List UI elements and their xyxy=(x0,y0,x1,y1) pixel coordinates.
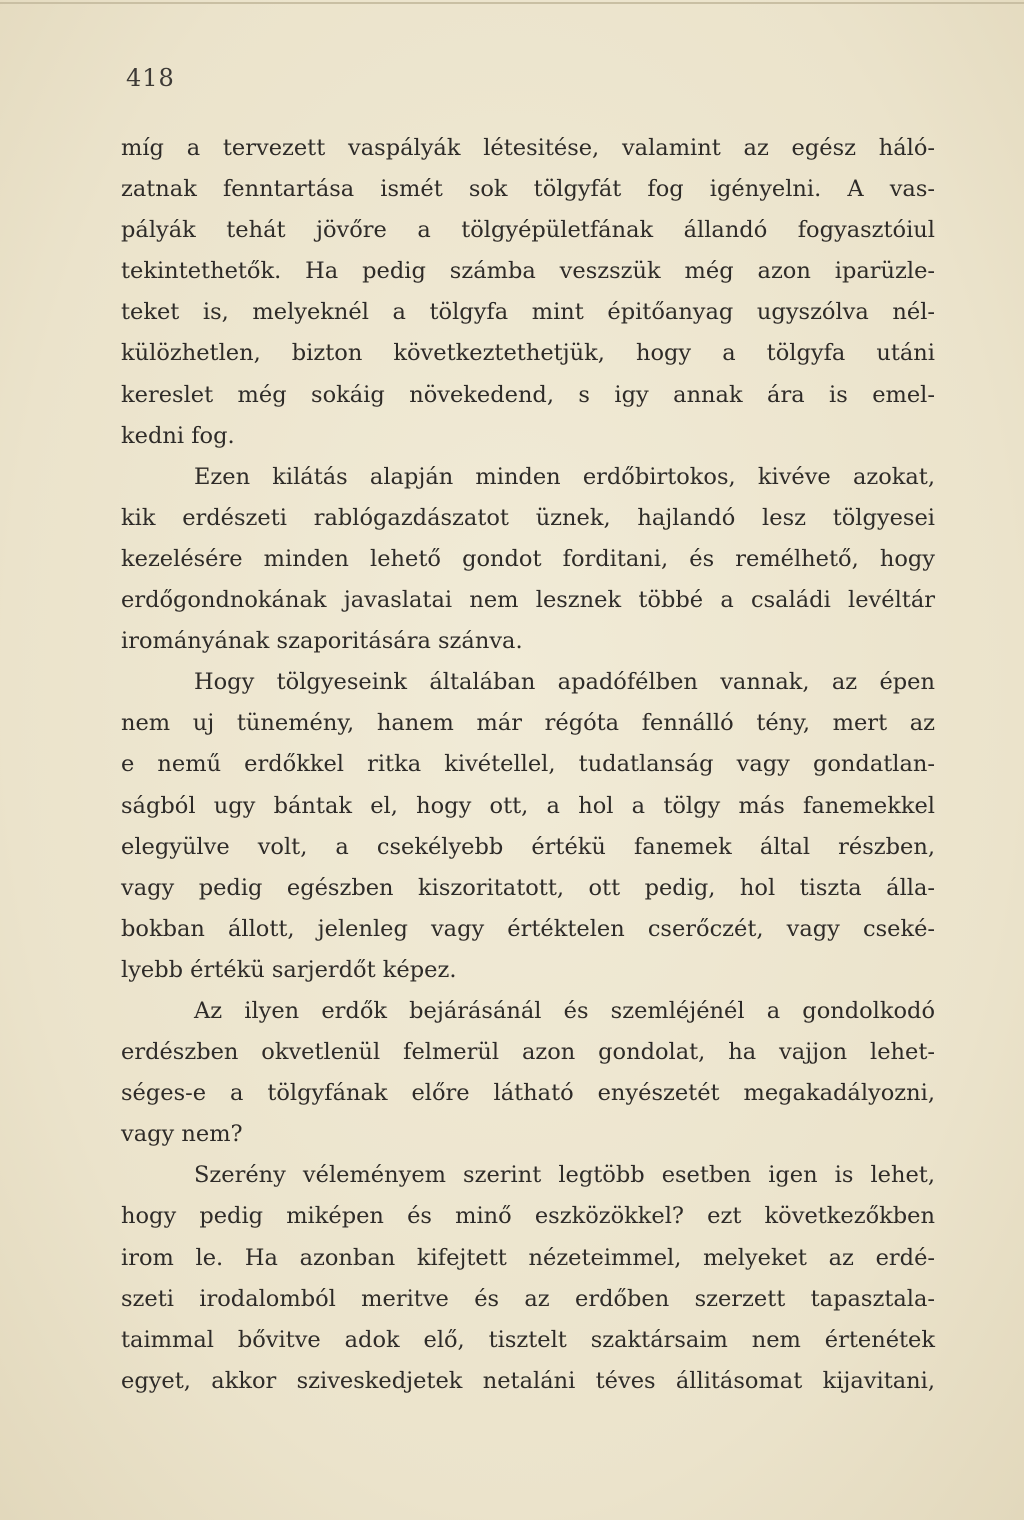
text-line: séges-e a tölgyfának előre látható enyészetét megakadályozni, xyxy=(121,1080,935,1107)
text-line: elegyülve volt, a csekélyebb értékü fanemek által részben, xyxy=(121,833,935,860)
text-line: kedni fog. xyxy=(121,422,235,449)
text-line: e nemű erdőkkel ritka kivétellel, tudatlanság vagy gondatlan- xyxy=(121,751,935,778)
text-line: irom le. Ha azonban kifejtett nézeteimmel, melyeket az erdé- xyxy=(121,1244,935,1271)
text-line: pályák tehát jövőre a tölgyépületfának állandó fogyasztóiul xyxy=(121,217,935,244)
text-line: tekintethetők. Ha pedig számba veszszük még azon iparüzle- xyxy=(121,258,935,285)
paragraph-5 xyxy=(121,1155,935,1402)
text-line: vagy pedig egészben kiszoritatott, ott pedig, hol tiszta álla- xyxy=(121,874,935,901)
text-line: vagy nem? xyxy=(121,1121,243,1148)
text-line: Az ilyen erdők bejárásánál és szemléjénél a gondolkodó xyxy=(194,997,935,1024)
text-line: külözhetlen, bizton következtethetjük, hogy a tölgyfa utáni xyxy=(121,340,935,367)
text-line: teket is, melyeknél a tölgyfa mint épitőanyag ugyszólva nél- xyxy=(121,299,935,326)
text-line: egyet, akkor sziveskedjetek netaláni téves állitásomat kijavitani, xyxy=(121,1367,935,1394)
top-edge-rule xyxy=(0,2,1024,4)
text-line: lyebb értékü sarjerdőt képez. xyxy=(121,956,457,983)
paragraph-1 xyxy=(121,128,935,457)
paragraph-4 xyxy=(121,991,935,1155)
body-text xyxy=(121,128,935,1402)
text-line: Hogy tölgyeseink általában apadófélben vannak, az épen xyxy=(194,669,935,696)
text-line: erdészben okvetlenül felmerül azon gondolat, ha vajjon lehet- xyxy=(121,1039,935,1066)
text-line: szeti irodalomból meritve és az erdőben szerzett tapasztala- xyxy=(121,1285,935,1312)
text-line: irományának szaporitására szánva. xyxy=(121,628,523,655)
text-line: míg a tervezett vaspályák létesitése, valamint az egész háló- xyxy=(121,135,935,161)
text-line: Szerény véleményem szerint legtöbb esetben igen is lehet, xyxy=(194,1162,935,1189)
text-line: erdőgondnokának javaslatai nem lesznek többé a családi levéltár xyxy=(121,587,935,614)
text-line: taimmal bővitve adok elő, tisztelt szaktársaim nem értenétek xyxy=(121,1326,935,1353)
paragraph-2 xyxy=(121,457,935,662)
text-line: kezelésére minden lehető gondot forditani, és remélhető, hogy xyxy=(121,545,935,572)
text-line: Ezen kilátás alapján minden erdőbirtokos, kivéve azokat, xyxy=(194,463,935,490)
paragraph-3 xyxy=(121,662,935,991)
text-line: zatnak fenntartása ismét sok tölgyfát fog igényelni. A vas- xyxy=(121,176,935,203)
text-line: kik erdészeti rablógazdászatot üznek, hajlandó lesz tölgyesei xyxy=(121,504,935,531)
text-line: hogy pedig miképen és minő eszközökkel? ezt következőkben xyxy=(121,1203,935,1230)
text-line: kereslet még sokáig növekedend, s igy annak ára is emel- xyxy=(121,381,935,408)
text-line: nem uj tünemény, hanem már régóta fennálló tény, mert az xyxy=(121,710,935,737)
page-number: 418 xyxy=(126,64,175,92)
text-line: bokban állott, jelenleg vagy értéktelen cserőczét, vagy cseké- xyxy=(121,915,935,942)
text-line: ságból ugy bántak el, hogy ott, a hol a tölgy más fanemekkel xyxy=(121,792,935,819)
